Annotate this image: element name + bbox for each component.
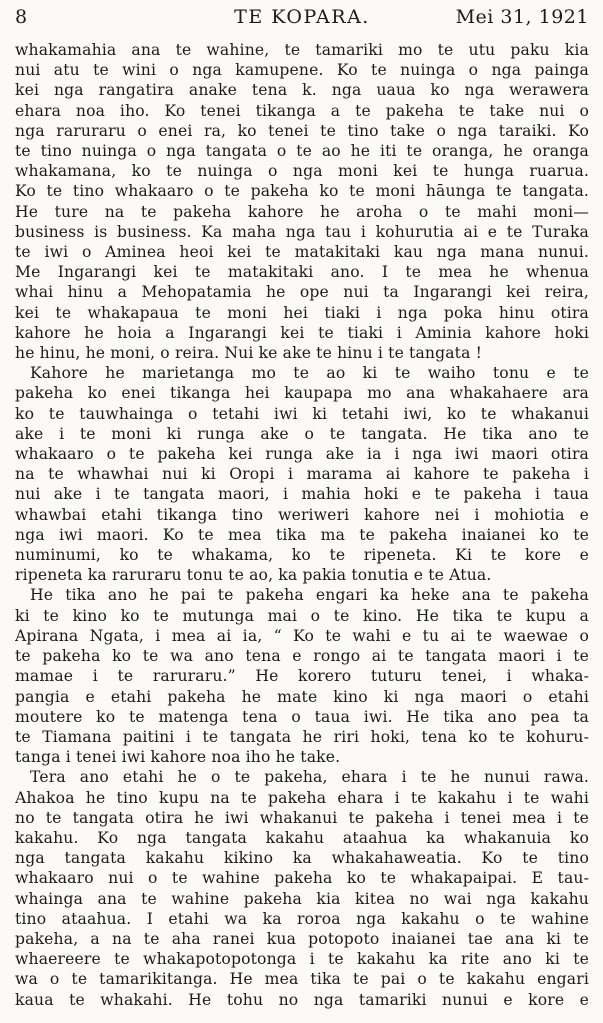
text-line: pangia e etahi pakeha he mate kino ki nga maori o etahi [15, 687, 589, 706]
text-line: Apirana Ngata, i mea ai ia, “ Ko te wahi e tu ai te waewae o [15, 626, 589, 645]
text-line: kahore he hoia a Ingarangi kei te tiaki i Aminia kahore hoki [15, 323, 589, 342]
text-line: nga raruraru o enei ra, ko tenei te tino take o nga taraiki. Ko [15, 121, 589, 140]
text-line: kaua te whakahi. He tohu no nga tamariki nunui e kore e [15, 990, 589, 1009]
text-line: te pakeha ko te wa ano tena e rongo ai te tangata maori i te [15, 647, 589, 666]
text-line: whakaaro o te pakeha kei runga ake ia i nga iwi maori otira [15, 445, 589, 464]
text-line: nga iwi maori. Ko te mea tika ma te pakeha inaianei ko te [15, 525, 589, 544]
text-line: He ture na te pakeha kahore he aroha o te mahi moni— [15, 202, 589, 221]
text-line: te tino nuinga o nga tangata o te ao he iti te oranga, he oranga [15, 142, 589, 161]
text-line: te iwi o Aminea heoi kei te matakitaki kau nga mana nunui. [15, 243, 589, 262]
text-line: kei te whakapaua te moni hei tiaki i nga poka hinu otira [15, 303, 589, 322]
text-line: ripeneta ka raruraru tonu te ao, ka pakia tonutia e te Atua. [15, 566, 492, 585]
text-line: na te whawhai nui ki Oropi i marama ai kahore te pakeha i [15, 465, 589, 484]
text-line: whai hinu a Mehopatamia he ope nui ta Ingarangi kei reira, [15, 283, 589, 302]
text-line: tanga i tenei iwi kahore noa iho he take. [15, 748, 341, 767]
text-line: no te tangata otira he iwi whakanui te pakeha i tenei mea i te [15, 808, 589, 827]
text-line: Kahore he marietanga mo te ao ki te waiho tonu e te [30, 364, 589, 383]
text-line: whakaaro nui o te wahine pakeha ko te whakapaipai. E tau- [15, 869, 589, 888]
text-line: He tika ano he pai te pakeha engari ka heke ana te pakeha [30, 586, 589, 605]
text-line: nga tangata kakahu kikino ka whakahaweatia. Ko te tino [15, 849, 589, 868]
text-line: Me Ingarangi kei te matakitaki ano. I te mea he whenua [15, 263, 589, 282]
text-line: numinumi, ko te whakama, ko te ripeneta. Ki te kore e [15, 546, 589, 565]
text-line: whainga ana te wahine pakeha kia kitea no wai nga kakahu [15, 889, 589, 908]
text-line: kei nga rangatira anake tena k. nga uaua ko nga werawera [15, 81, 589, 100]
text-line: pakeha ko enei tikanga hei kaupapa mo ana whakahaere ara [15, 384, 589, 403]
page-number: 8 [15, 6, 28, 28]
text-line: whakamahia ana te wahine, te tamariki mo te utu paku kia [15, 41, 589, 59]
text-line: moutere ko te matenga tena o taua iwi. He tika ano pea ta [15, 707, 589, 726]
issue-date: Mei 31, 1921 [455, 6, 589, 28]
text-line: ake i te moni ki runga ake o te tangata. He tika ano te [15, 424, 589, 443]
text-line: mamae i te raruraru.” He korero tuturu tenei, i whaka- [15, 667, 589, 686]
text-line: whakamana, ko te nuinga o nga moni kei te hunga ruarua. [15, 162, 589, 181]
text-line: tino ataahua. I etahi wa ka roroa nga kakahu o te wahine [15, 909, 589, 928]
text-line: Tera ano etahi he o te pakeha, ehara i te he nunui rawa. [30, 768, 589, 787]
text-line: ko te tauwhainga o tetahi iwi ki tetahi iwi, ko te whakanui [15, 404, 589, 423]
text-line: Ahakoa he tino kupu na te pakeha ehara i te kakahu i te wahi [15, 788, 589, 807]
text-line: he hinu, he moni, o reira. Nui ke ake te hinu i te tangata ! [15, 344, 483, 363]
text-line: whawbai etahi tikanga tino weriweri kahore nei i mohiotia e [15, 505, 589, 524]
text-line: te Tiamana paitini i te tangata he riri hoki, tena ko te kohuru- [15, 727, 589, 746]
text-line: Ko te tino whakaaro o te pakeha ko te moni hāunga te tangata. [15, 182, 589, 201]
text-line: ehara noa iho. Ko tenei tikanga a te pakeha te take nui o [15, 101, 589, 120]
text-line: ki te kino ko te mutunga mai o te kino. He tika te kupu a [15, 606, 589, 625]
text-line: whaereere te whakapotopotonga i te kakahu ka rite ano ki te [15, 950, 589, 969]
text-line: kakahu. Ko nga tangata kakahu ataahua ka whakanuia ko [15, 828, 589, 847]
text-line: nui atu te wini o nga kamupene. Ko te nuinga o nga painga [15, 61, 589, 80]
text-line: wa o te tamarikitanga. He mea tika te pai o te kakahu engari [15, 970, 589, 989]
text-line: business is business. Ka maha nga tau i kohurutia ai e te Turaka [15, 222, 589, 241]
text-line: nui ake i te tangata maori, i mahia hoki e te pakeha i taua [15, 485, 589, 504]
publication-title: TE KOPARA. [234, 6, 370, 28]
text-line: pakeha, a na te aha ranei kua potopoto inaianei tae ana ki te [15, 929, 589, 948]
article-body [15, 40, 589, 1010]
page-header [15, 0, 589, 40]
